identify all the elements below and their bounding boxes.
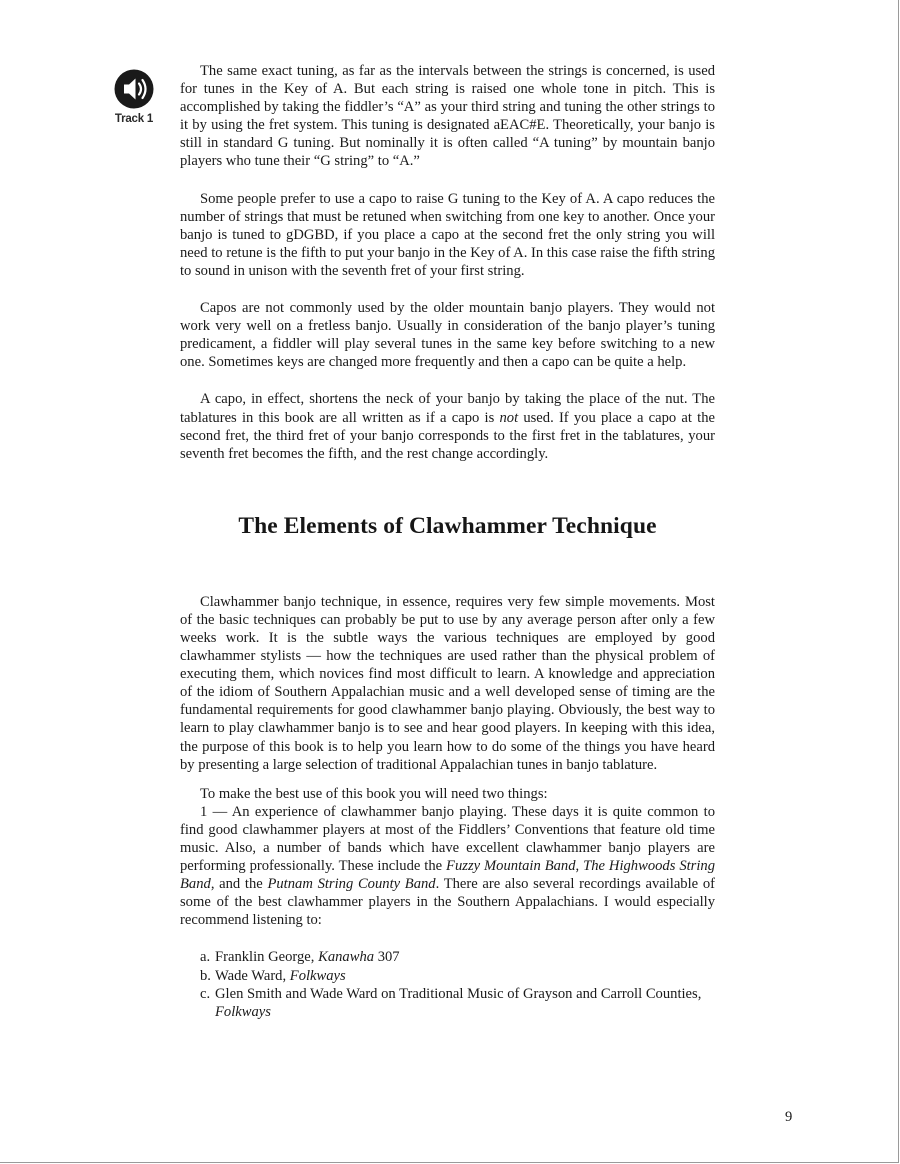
paragraph-technique: Clawhammer banjo technique, in essence, requires very few simple movements. Most of the basic techniques can probably be put to use by any average person after only a few weeks work. It is the subtle ways the various techniques are employed by good clawhammer stylists — how the techniques are used rather than the physical problem of executing them, which novices find most difficult to learn. A knowledge and appreciation of the idiom of Southern Appalachian music and a well developed sense of timing are the fundamental requirements for good clawhammer banjo playing. Obviously, the best way to learn to play clawhammer banjo is to see and hear good players. In keeping with this idea, the purpose of this book is to help you learn how to do some of the things you have heard by presenting a large selection of traditional Appalachian tunes in banjo tablature. xyxy=(180,593,715,773)
recording-label: Kanawha xyxy=(318,949,375,966)
list-item xyxy=(200,985,715,1021)
point-one-sep-1: , xyxy=(575,858,584,875)
paragraph-capo-intro: Some people prefer to use a capo to raise G tuning to the Key of A. A capo reduces the number of strings that must be retuned when switching from one key to another. Once your banjo is tuned to gDGBD, if you place a capo at the second fret the only string you will need to retune is the fifth to put your banjo in the Key of A. In this case raise the fifth string to sound in unison with the seventh fret of your first string. xyxy=(180,190,715,279)
paragraph-two-things: To make the best use of this book you will need two things: xyxy=(200,785,548,802)
capo-text-1: A capo, in effect, shortens the neck of your banjo by taking the place of the nut. The tablatures in this book are all written as if a capo is xyxy=(180,391,715,426)
list-marker: c. xyxy=(200,985,211,1002)
page-number: 9 xyxy=(785,1109,793,1125)
list-marker: b. xyxy=(200,967,211,984)
recording-label: Folkways xyxy=(289,967,346,984)
recording-text: Wade Ward, xyxy=(215,967,290,984)
paragraph-capo-neck xyxy=(180,390,715,462)
point-one-sep-2: , and the xyxy=(210,876,268,893)
speaker-icon[interactable] xyxy=(113,68,155,110)
recording-text: Glen Smith and Wade Ward on Traditional Music of Grayson and Carroll Counties, xyxy=(215,985,702,1002)
band-putnam: Putnam String County Band xyxy=(267,876,436,893)
band-highwoods: The Highwoods String Band xyxy=(180,858,716,893)
paragraph-point-one xyxy=(180,803,715,930)
capo-text-italic: not xyxy=(499,409,519,426)
recording-list xyxy=(180,948,715,1020)
capo-text-2: used. If you place a capo at the second fret, the third fret of your banjo corresponds to the first fret in the tablatures, your seventh fret becomes the fifth, and the rest change accordingly. xyxy=(180,409,715,462)
recording-suffix: 307 xyxy=(374,949,400,966)
band-fuzzy-mountain: Fuzzy Mountain Band xyxy=(446,858,576,875)
list-item xyxy=(200,948,715,966)
paragraph-a-tuning: The same exact tuning, as far as the intervals between the strings is concerned, is used for tunes in the Key of A. But each string is raised one whole tone in pitch. This is accomplished by taking the fiddler’s “A” as your third string and tuning the other strings to it by using the fret system. This tuning is designated aEAC#E. Theoretically, your banjo is still in standard G tuning. But nominally it is often called “A tuning” by mountain banjo players who tune their “G string” to “A.” xyxy=(180,63,715,170)
point-one-text-2: . There are also several recordings available of some of the best clawhammer players in the Southern Appalachians. I would especially recommend listening to: xyxy=(180,876,715,929)
track-label: Track 1 xyxy=(114,113,154,125)
page-body xyxy=(180,62,715,1021)
list-item xyxy=(200,967,715,985)
recording-label: Folkways xyxy=(215,1003,271,1020)
recording-text: Franklin George, xyxy=(215,949,319,966)
audio-track-marker[interactable] xyxy=(110,68,158,125)
point-one-text-1: 1 — An experience of clawhammer banjo playing. These days it is quite common to find good clawhammer players at most of the Fiddlers’ Conventions that feature old time music. Also, a number of bands which have excellent clawhammer banjo players are performing professionally. These include the xyxy=(180,803,715,875)
list-marker: a. xyxy=(200,949,211,966)
section-heading: The Elements of Clawhammer Technique xyxy=(238,512,657,539)
paragraph-capo-usage: Capos are not commonly used by the older mountain banjo players. They would not work very well on a fretless banjo. Usually in consideration of the banjo player’s tuning predicament, a fiddler will play several tunes in the same key before switching to a new one. Sometimes keys are changed more frequently and then a capo can be quite a help. xyxy=(180,300,715,371)
